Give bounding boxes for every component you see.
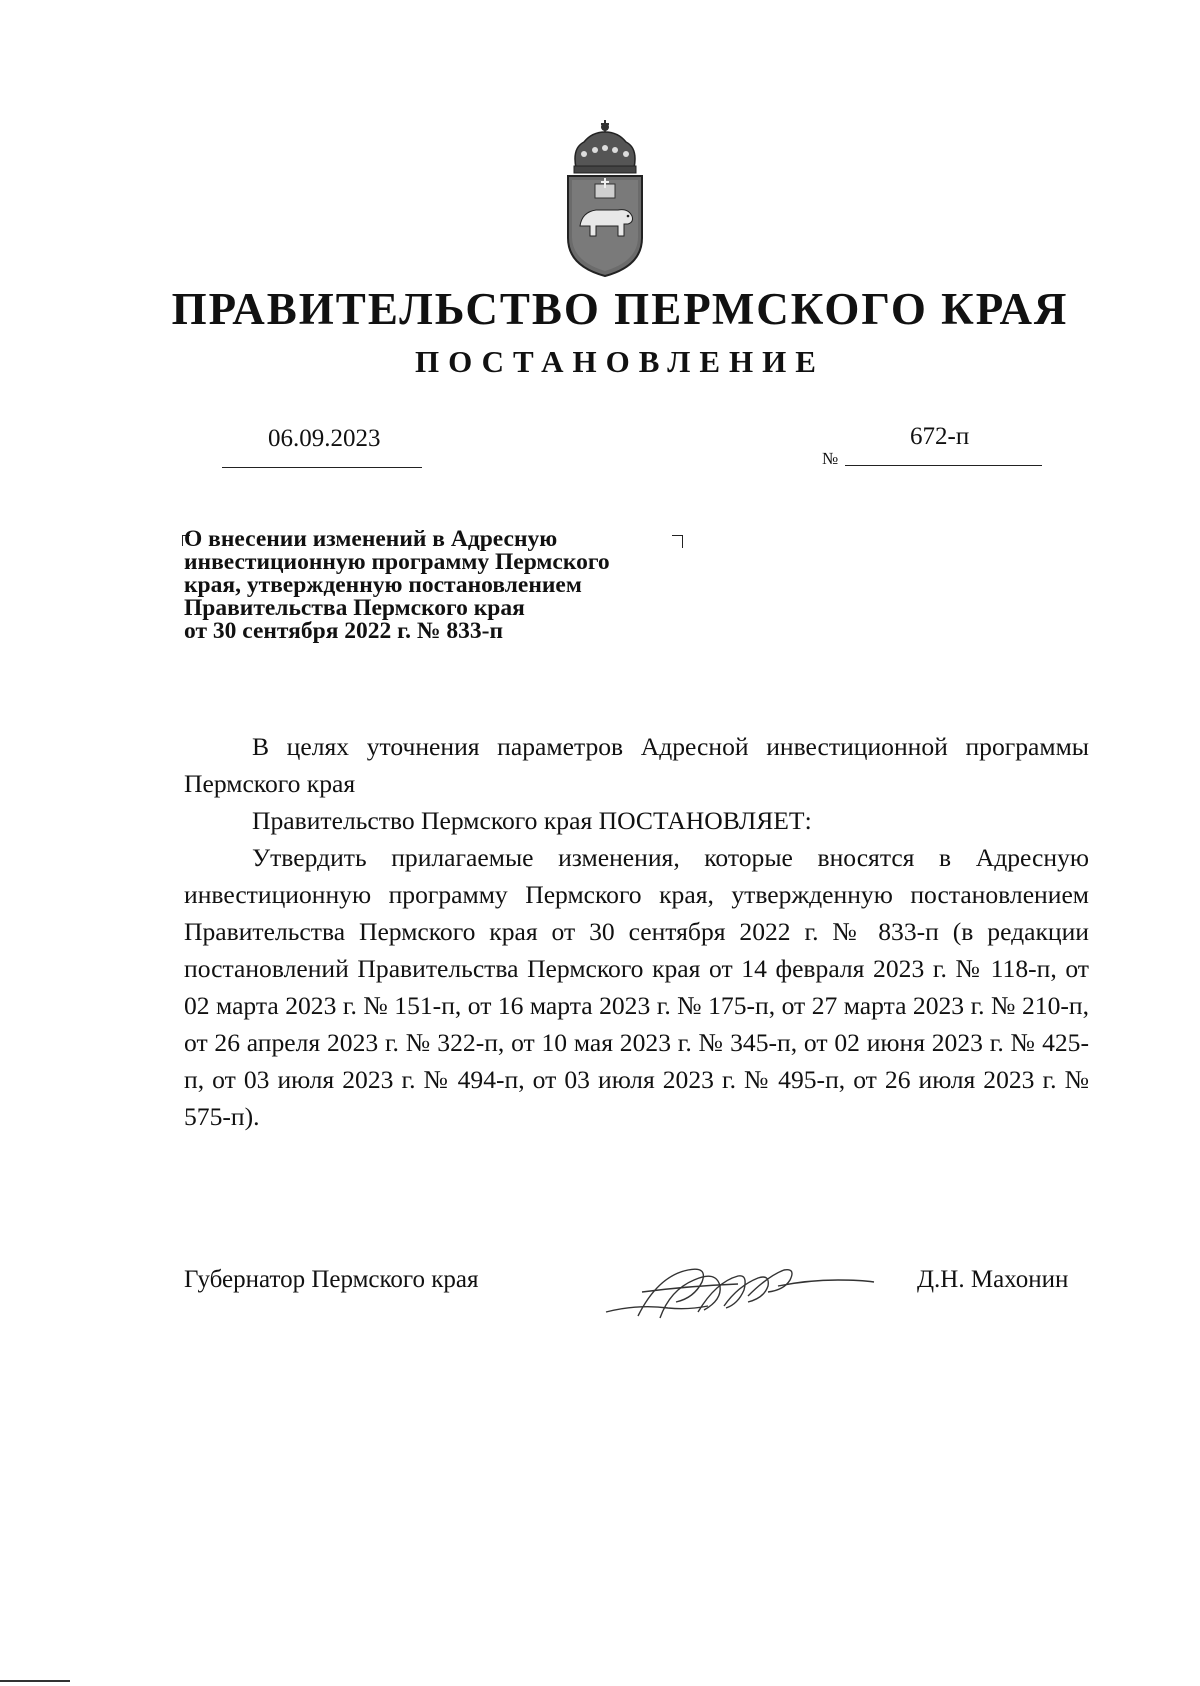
subject-line: инвестиционную программу Пермского [184, 549, 610, 575]
handwritten-signature [598, 1246, 878, 1326]
body-paragraph-resolves: Правительство Пермского края ПОСТАНОВЛЯЕТ: [252, 806, 812, 835]
organization-title: ПРАВИТЕЛЬСТВО ПЕРМСКОГО КРАЯ [171, 284, 1069, 334]
document-type-heading: ПОСТАНОВЛЕНИЕ [415, 344, 825, 379]
signer-title: Губернатор Пермского края [184, 1266, 479, 1293]
signer-name: Д.Н. Махонин [917, 1266, 1069, 1293]
scan-edge-mark [0, 1680, 70, 1682]
body-paragraph-decision: Утвердить прилагаемые изменения, которые вносятся в Адресную инвестиционную программу Пермского края, утвержденную постановлением Правительства Пермского края от 30 сентября 2022 г. № 833-п (в редакции постановлений Правительства Пермского края от 14 февраля 2023 г. № 118-п, от 02 марта 2023 г. № 151-п, от 16 марта 2023 г. № 175-п, от 27 марта 2023 г. № 210-п, от 26 апреля 2023 г. № 322-п, от 10 мая 2023 г. № 345-п, от 02 июня 2023 г. № 425-п, от 03 июля 2023 г. № 494-п, от 03 июля 2023 г. № 495-п, от 26 июля 2023 г. № 575-п). [184, 843, 1089, 1131]
document-body [184, 728, 1089, 1135]
subject-line: края, утвержденную постановлением [184, 572, 582, 598]
document-date: 06.09.2023 [268, 425, 381, 452]
subject-line: Правительства Пермского края [184, 595, 525, 621]
body-paragraph-purpose: В целях уточнения параметров Адресной инвестиционной программы Пермского края [184, 732, 1089, 798]
document-number: 672-п [910, 423, 970, 450]
document-subject [184, 528, 704, 643]
subject-line: от 30 сентября 2022 г. № 833-п [184, 618, 504, 644]
number-underline [845, 465, 1042, 466]
number-sign: № [822, 449, 839, 468]
date-underline [222, 467, 422, 468]
perm-krai-coat-of-arms-icon [562, 118, 648, 278]
subject-line: О внесении изменений в Адресную [184, 526, 558, 552]
